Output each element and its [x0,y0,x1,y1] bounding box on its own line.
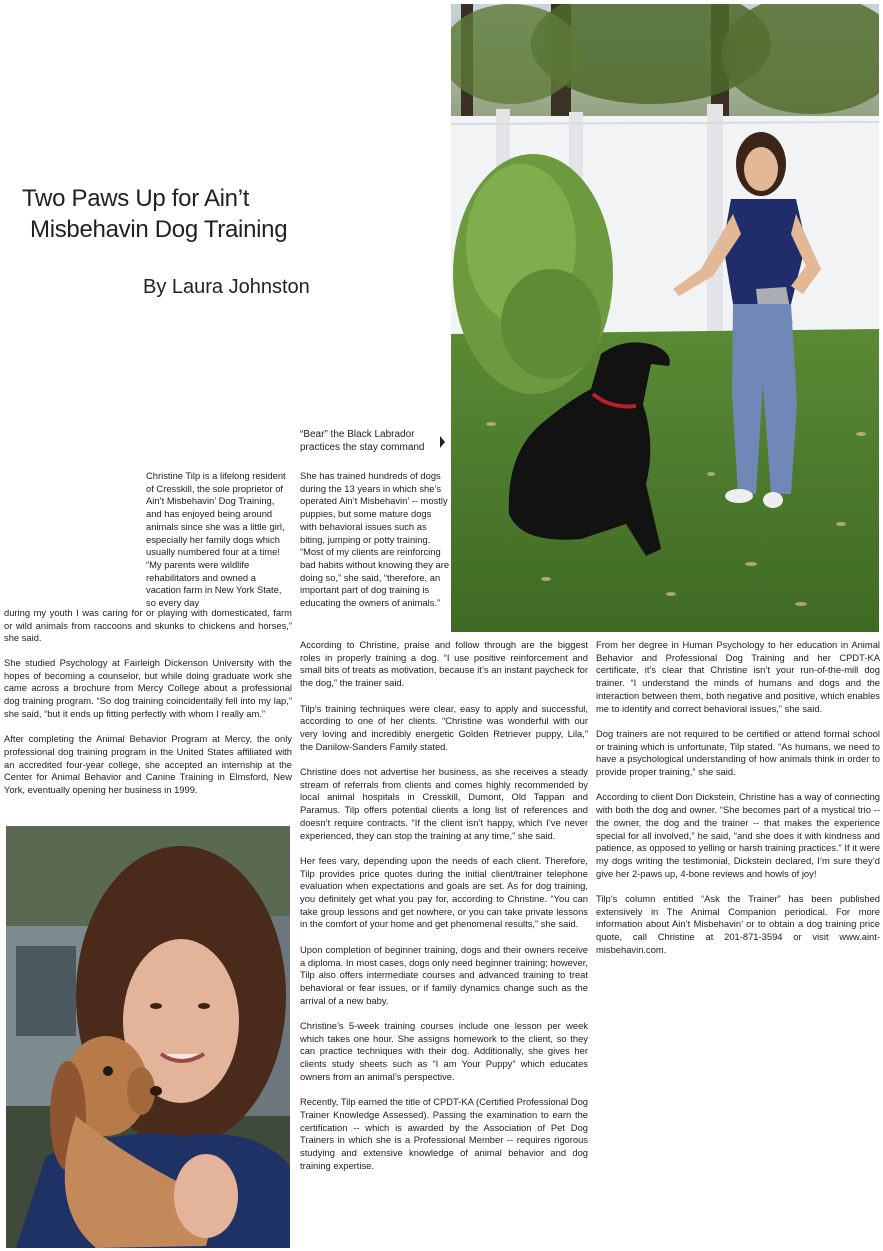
paragraph: Christine’s 5-week training courses include one lesson per week which takes one hour. She assigns homework to the client, so they can practice techniques with their dog. Additionally, she gives her clients study sheets such as “I am Your Puppy” which educates owners from an animal’s perspective. [300,1020,588,1082]
column-2 [300,639,588,1185]
article-title [22,183,332,245]
paragraph: Her fees vary, depending upon the needs of each client. Therefore, Tilp provides price quotes during the initial client/trainer telephone evaluation when expectations and goals are set. As for dog training, you definitely get what you pay for, according to Christine. “You can take group lessons and get nowhere, or you can take private lessons in the comfort of your home and get phenomenal results,” she said. [300,854,588,930]
photo-dog-training [451,4,879,632]
intro-paragraph [146,470,292,622]
paragraph: She has trained hundreds of dogs during the 13 years in which she’s operated Ain’t Misbehavin’ -- mostly puppies, but some mature dogs with behavioral issues such as biting, jumping or potty training. “Most of my clients are reinforcing bad habits without knowing they are doing so,” she said, “therefore, an important part of dog training is educating the owners of animals.” [300,470,450,609]
caption-line-1: “Bear” the Black Labrador [300,429,415,440]
title-line-1: Two Paws Up for Ain’t [22,185,250,212]
caption-arrow-icon [440,436,445,448]
paragraph: Tilp’s training techniques were clear, easy to apply and successful, according to one of her clients. “Christine was wonderful with our very loving and incredibly energetic Golden Retriever puppy, Lila,” the Danilow-Sanders Family stated. [300,702,588,752]
paragraph: Upon completion of beginner training, dogs and their owners receive a diploma. In most cases, dogs only need beginner training; however, Tilp also offers intermediate courses and advanced training to treat behavioral or fear issues, or if family dynamics change such as the arrival of a new baby. [300,943,588,1006]
paragraph: Recently, Tilp earned the title of CPDT-KA (Certified Professional Dog Trainer Knowledge Assessed). Passing the examination to earn the certification -- which is awarded by the Association of Pet Dog Trainers in which she is a Professional Member -- requires rigorous studying and extensive knowledge of animal behavior and dog training expertise. [300,1096,588,1171]
byline: By Laura Johnston [143,276,310,298]
intro-text-narrow: Christine Tilp is a lifelong resident of Cresskill, the sole proprietor of Ain’t Misbehavin’ Dog Training, and has enjoyed being around animals since she was a little girl, especially her family dogs which usually numbered four at a time! “My parents were wildlife rehabilitators and owned a vacation farm in New York State, so every day [146,470,286,609]
column-2-top [300,470,450,622]
paragraph: She studied Psychology at Fairleigh Dickenson University with the hopes of becoming a counselor, but while doing graduate work she came across a brochure from Mercy College about a professional dog training program. “So dog training coincidentally fell into my lap,” she said, “but it ends up fitting perfectly with whom I really am.” [4,657,292,719]
paragraph: After completing the Animal Behavior Program at Mercy, the only professional dog training program in the United States affiliated with an accredited four-year college, she accepted an internship at the Center for Animal Behavior and Canine Training in Elmsford, New York, eventually opening her business in 1999. [4,733,292,796]
paragraph: Christine does not advertise her business, as she receives a steady stream of referrals from clients and comes highly recommended by local animal hospitals in Cresskill, Dumont, Old Tappan and Paramus. Tilp offers potential clients a long list of references and doesn’t require contracts. “If the client isn’t happy, which I’ve never experienced, they can stop the training at any time,” she said. [300,766,588,841]
column-1 [4,657,292,809]
paragraph: Dog trainers are not required to be certified or attend formal school or training which is unfortunate, Tilp stated. “As humans, we need to have a psychological understanding of how animals think in order to provide proper training,” she said. [596,727,880,778]
intro-text-wide: during my youth I was caring for or playing with domesticated, farm or wild animals from raccoons and skunks to chickens and horses,” she said. [4,607,292,644]
caption-line-2: practices the stay command [300,442,425,453]
title-line-2: Misbehavin Dog Training [30,216,288,243]
paragraph: From her degree in Human Psychology to her education in Animal Behavior and Professional Dog Training and her CPDT-KA certificate, it’s clear that Christine isn’t your run-of-the-mill dog trainer. “I understand the minds of humans and dogs and the interaction between them, both negative and positive, which enables me to identify and correct behavioral issues,” she said. [596,639,880,714]
photo-caption [300,428,440,454]
paragraph: According to client Don Dickstein, Christine has a way of connecting with both the dog and owner. “She becomes part of a mystical trio -- the owner, the dog and the trainer -- that makes the experience special for all involved,” he said, “and she does it with kindness and patience, as opposed to yelling or harsh training practices.” If it were my dogs writing the testimonial, Dickstein declared, I’m sure they’d give her 2-paws up, 4-bone reviews and howls of joy! [596,791,880,879]
column-3 [596,639,880,969]
paragraph: According to Christine, praise and follow through are the biggest roles in properly training a dog. “I use positive reinforcement and small bits of treats as motivation, because it’s an instant paycheck for the dog,” the trainer said. [300,639,588,689]
photo-trainer-with-dachshund [6,826,290,1248]
paragraph: Tilp’s column entitled “Ask the Trainer” has been published extensively in The Animal Companion periodical. For more information about Ain’t Misbehavin’ or to obtain a dog training price quote, call Christine at 201-871-3594 or visit www.aint-misbehavin.com. [596,893,880,955]
intro-continuation [4,607,292,658]
